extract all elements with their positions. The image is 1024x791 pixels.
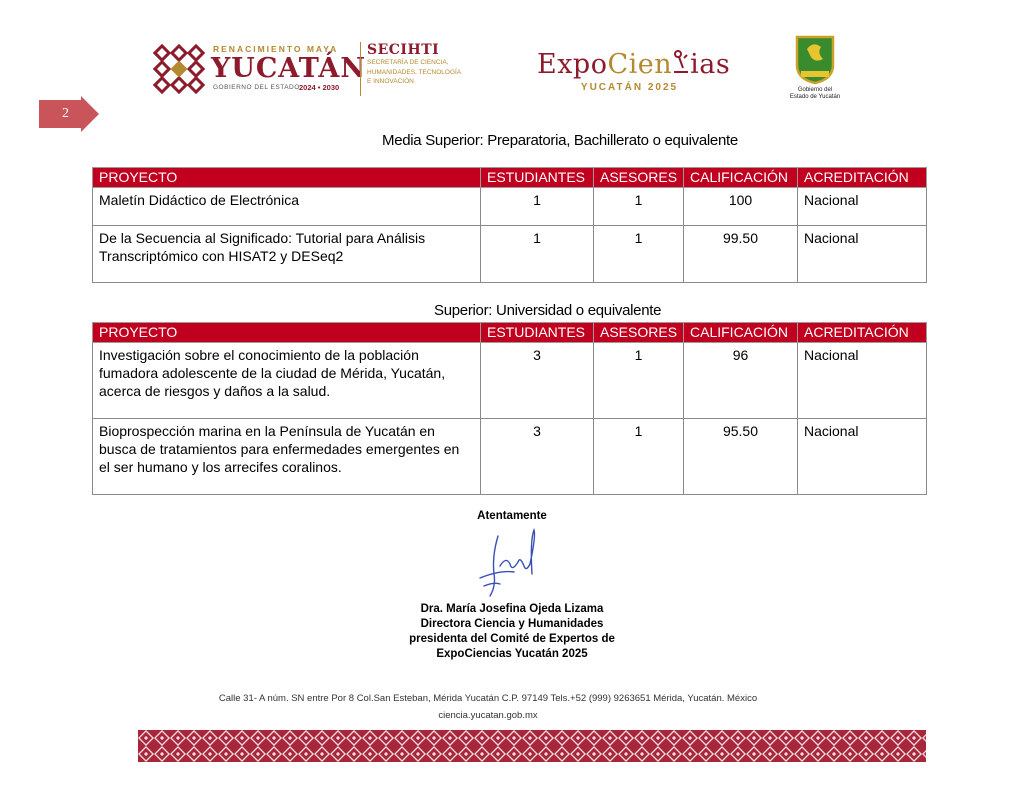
cell-asesores: 1: [594, 188, 684, 226]
maya-emblem-icon: [153, 44, 205, 94]
gobierno-line-1: Gobierno del: [797, 87, 833, 93]
cell-estudiantes: 3: [481, 343, 594, 419]
table-row: [93, 188, 927, 226]
column-header: CALIFICACIÓN: [684, 323, 798, 343]
secihti-subtitle-3: E INNOVACIÓN: [367, 78, 414, 85]
gobierno-line-2: Estado de Yucatán: [789, 94, 841, 100]
footer-address: Calle 31- A núm. SN entre Por 8 Col.San Esteban, Mérida Yucatán C.P. 97149 Tels.+52 (999) 9263651 Mérida, Yucatán. México: [218, 693, 758, 704]
handwritten-signature-icon: [470, 526, 550, 602]
page-number: 2: [62, 106, 69, 121]
yucatan-logo: [153, 42, 367, 96]
cell-proyecto: Bioprospección marina en la Península de Yucatán en busca de tratamientos para enfermedades emergentes en el ser humano y los arrecifes coralinos.: [93, 419, 481, 495]
microscope-icon: [672, 50, 690, 76]
signer-name: Dra. María Josefina Ojeda Lizama: [420, 603, 604, 615]
yucatan-gobierno: GOBIERNO DEL ESTADO: [213, 84, 300, 91]
secihti-subtitle-1: SECRETARÍA DE CIENCIA,: [367, 59, 449, 66]
cell-calificacion: 96: [684, 343, 798, 419]
cell-calificacion: 95.50: [684, 419, 798, 495]
column-header: PROYECTO: [93, 323, 481, 343]
results-table-superior: [92, 322, 927, 495]
column-header: ACREDITACIÓN: [798, 323, 927, 343]
yucatan-tagline: RENACIMIENTO MAYA: [213, 44, 339, 54]
expociencias-logo: [537, 49, 731, 96]
cell-proyecto: Maletín Didáctico de Electrónica: [93, 188, 481, 226]
column-header: PROYECTO: [93, 168, 481, 188]
column-header: CALIFICACIÓN: [684, 168, 798, 188]
maya-pattern-band-icon: [138, 730, 926, 762]
cell-acreditacion: Nacional: [798, 343, 927, 419]
cell-acreditacion: Nacional: [798, 226, 927, 283]
section-title-media-superior: Media Superior: Preparatoria, Bachillerato o equivalente: [382, 132, 738, 149]
cell-proyecto: Investigación sobre el conocimiento de la población fumadora adolescente de la ciudad de Mérida, Yucatán, acerca de riesgos y daños a la salud.: [93, 343, 481, 419]
cell-asesores: 1: [594, 419, 684, 495]
ias-text: ias: [690, 49, 731, 80]
table-row: [93, 226, 927, 283]
footer-url: ciencia.yucatan.gob.mx: [438, 710, 538, 721]
secihti-title: SECIHTI: [367, 42, 440, 58]
cell-estudiantes: 1: [481, 188, 594, 226]
table-header-row: [93, 323, 927, 343]
yucatan-wordmark: YUCATÁN: [211, 53, 367, 84]
cell-proyecto: De la Secuencia al Significado: Tutorial para Análisis Transcriptómico con HISAT2 y DESeq2: [93, 226, 481, 283]
signer-role-2: presidenta del Comité de Expertos de: [409, 633, 615, 645]
expo-text: Expo: [537, 49, 608, 80]
cell-estudiantes: 1: [481, 226, 594, 283]
yucatan-years: 2024 • 2030: [299, 83, 340, 92]
column-header: ESTUDIANTES: [481, 168, 594, 188]
cell-calificacion: 100: [684, 188, 798, 226]
results-table-media-superior: [92, 167, 927, 283]
secihti-subtitle-2: HUMANIDADES, TECNOLOGÍA: [367, 68, 462, 76]
secihti-logo: [360, 42, 487, 96]
column-header: ACREDITACIÓN: [798, 168, 927, 188]
cell-acreditacion: Nacional: [798, 419, 927, 495]
cell-asesores: 1: [594, 226, 684, 283]
cell-asesores: 1: [594, 343, 684, 419]
section-title-superior: Superior: Universidad o equivalente: [434, 302, 662, 319]
table-row: [93, 419, 927, 495]
cell-calificacion: 99.50: [684, 226, 798, 283]
cien-text: Cien: [607, 49, 673, 80]
signer-role-1: Directora Ciencia y Humanidades: [420, 618, 604, 630]
closing-text: Atentamente: [477, 510, 547, 522]
table-row: [93, 343, 927, 419]
cell-acreditacion: Nacional: [798, 188, 927, 226]
expociencias-wordmark: [537, 49, 731, 80]
signer-role-3: ExpoCiencias Yucatán 2025: [436, 648, 588, 660]
column-header: ASESORES: [594, 323, 684, 343]
coat-of-arms-icon: [795, 35, 835, 85]
cell-estudiantes: 3: [481, 419, 594, 495]
expociencias-subtitle: YUCATÁN 2025: [580, 82, 679, 93]
gobierno-caption: [785, 87, 845, 101]
gobierno-yucatan-logo: [785, 35, 845, 103]
page-arrow-icon: [39, 96, 99, 132]
column-header: ASESORES: [594, 168, 684, 188]
table-header-row: [93, 168, 927, 188]
column-header: ESTUDIANTES: [481, 323, 594, 343]
signature-block: [0, 602, 1024, 662]
